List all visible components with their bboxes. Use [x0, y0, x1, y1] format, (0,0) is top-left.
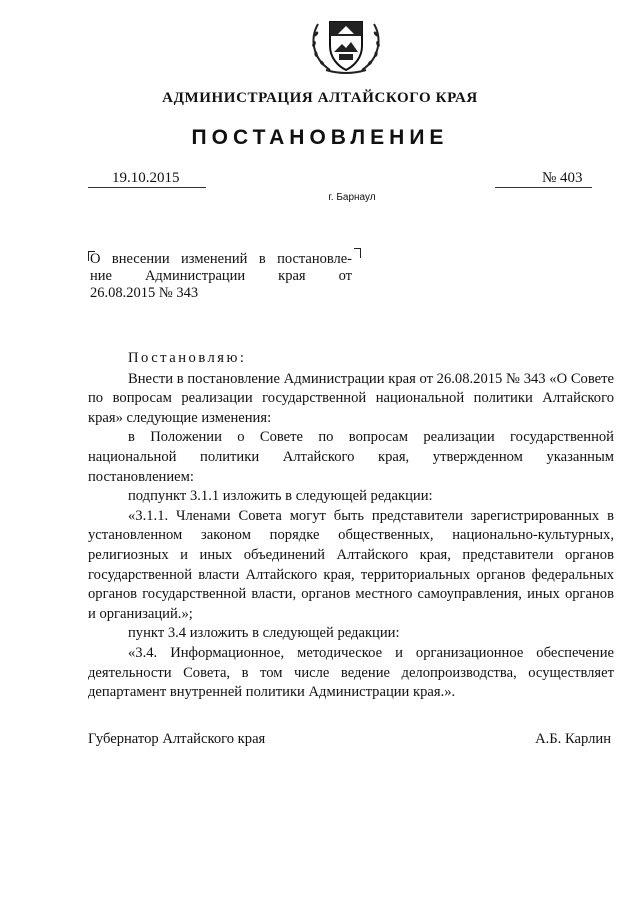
- document-subject: [90, 251, 352, 302]
- body-paragraph: подпункт 3.1.1 изложить в следующей редакции:: [128, 488, 433, 505]
- body-paragraph: «3.4. Информационное, методическое и организационное обеспечение деятельности Совета, в том числе ведение делопроизводства, осуществляет департамент внутренней политики Администрации края.».: [88, 644, 614, 701]
- subject-line: ние Администрации края от: [90, 268, 352, 284]
- number-underline: [495, 187, 592, 188]
- organization-title: АДМИНИСТРАЦИЯ АЛТАЙСКОГО КРАЯ: [162, 90, 478, 106]
- body-paragraph: пункт 3.4 изложить в следующей редакции:: [128, 625, 400, 642]
- decree-word: Постановляю:: [128, 350, 247, 366]
- city-label: г. Барнаул: [328, 192, 376, 203]
- document-number: № 403: [542, 170, 583, 186]
- subject-line: 26.08.2015 № 343: [90, 285, 199, 301]
- subject-corner-right: [354, 248, 361, 258]
- body-paragraph: «3.1.1. Членами Совета могут быть представители зарегистрированных в установленном законом порядке общественных, национально-культурных, религиозных и иных объединений Алтайского края, представители органов государственной власти Алтайского края, территориальных органов федеральных органов государственной власти, органов местного самоуправления, иных органов и организаций.»;: [88, 507, 614, 622]
- document-type-title: ПОСТАНОВЛЕНИЕ: [191, 126, 449, 149]
- subject-line: О внесении изменений в постановле-: [90, 251, 352, 267]
- body-paragraph: в Положении о Совете по вопросам реализации государственной национальной политики Алтайского края, утвержденном указанным постановлением:: [88, 429, 614, 485]
- signatory-name: А.Б. Карлин: [535, 731, 611, 747]
- document-date: 19.10.2015: [112, 170, 180, 186]
- body-paragraph: Внести в постановление Администрации края от 26.08.2015 № 343 «О Совете по вопросам реализации государственной национальной политики Алтайского края» следующие изменения:: [88, 370, 614, 426]
- signatory-position: Губернатор Алтайского края: [88, 731, 266, 747]
- date-underline: [88, 187, 206, 188]
- coat-of-arms-icon: [308, 14, 384, 76]
- document-body: [88, 349, 614, 703]
